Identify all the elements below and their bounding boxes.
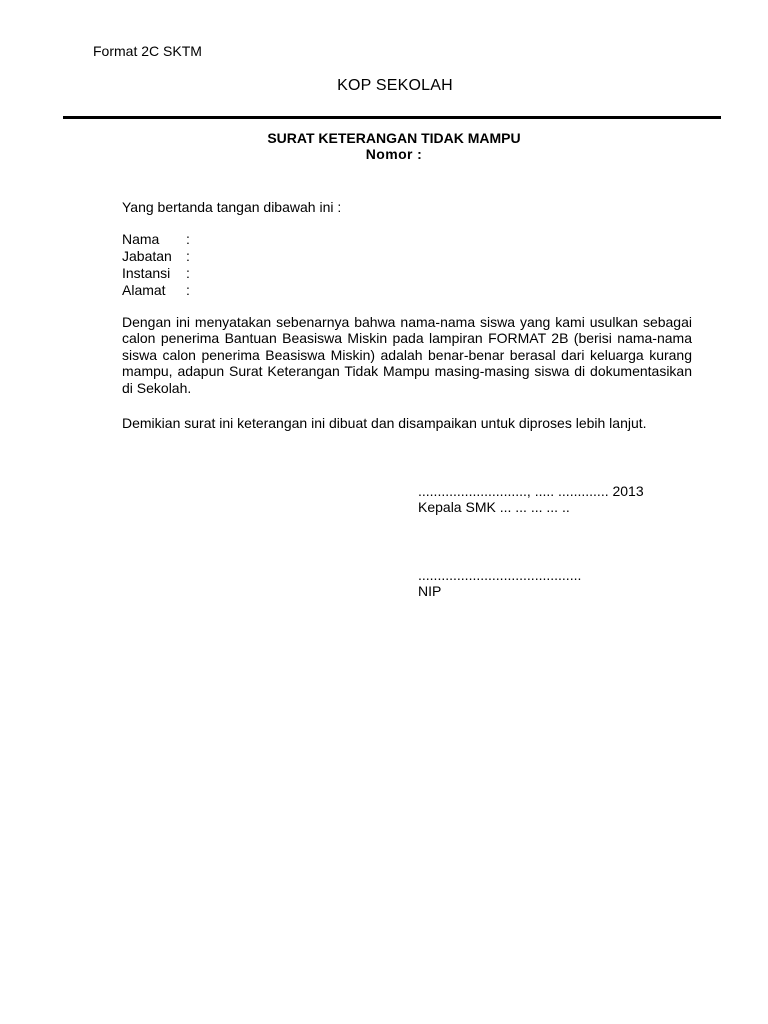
- field-label-nama: Nama: [122, 231, 160, 247]
- format-label: Format 2C SKTM: [93, 43, 202, 59]
- field-colon-jabatan: :: [186, 248, 190, 264]
- signature-name-line: ..........................................: [418, 567, 582, 583]
- signature-nip-label: NIP: [418, 583, 442, 599]
- field-colon-instansi: :: [186, 265, 190, 281]
- field-label-jabatan: Jabatan: [122, 248, 172, 264]
- signature-place-date: ............................, ..... ............. 2013: [418, 483, 644, 499]
- header-rule: [63, 116, 721, 119]
- field-label-alamat: Alamat: [122, 282, 166, 298]
- letter-title: SURAT KETERANGAN TIDAK MAMPU: [267, 130, 521, 146]
- closing-paragraph: Demikian surat ini keterangan ini dibuat dan disampaikan untuk diproses lebih lanjut.: [122, 415, 647, 431]
- field-label-instansi: Instansi: [122, 265, 171, 281]
- field-colon-alamat: :: [186, 282, 190, 298]
- statement-paragraph: Dengan ini menyatakan sebenarnya bahwa nama-nama siswa yang kami usulkan sebagai calon penerima Bantuan Beasiswa Miskin pada lampiran FORMAT 2B (berisi nama-nama siswa calon penerima Beasiswa Miskin) adalah benar-benar berasal dari keluarga kurang mampu, adapun Surat Keterangan Tidak Mampu masing-masing siswa di dokumentasikan di Sekolah.: [122, 314, 692, 396]
- letter-number-label: Nomor :: [365, 146, 423, 162]
- field-colon-nama: :: [186, 231, 190, 247]
- kop-sekolah-heading: KOP SEKOLAH: [337, 77, 453, 94]
- intro-text: Yang bertanda tangan dibawah ini :: [122, 199, 342, 215]
- signature-position: Kepala SMK ... ... ... ... ..: [418, 499, 570, 515]
